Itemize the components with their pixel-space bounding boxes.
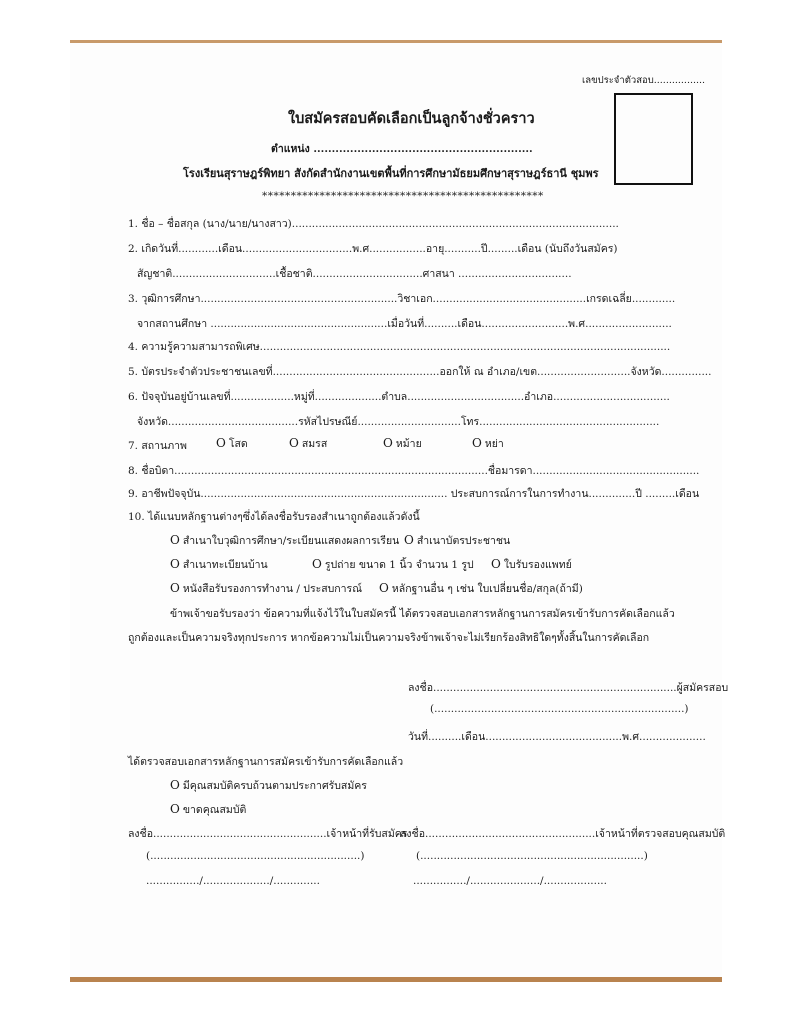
photo-box (614, 93, 693, 185)
verify-qualified[interactable]: O มีคุณสมบัติครบถ้วนตามประกาศรับสมัคร (170, 778, 367, 792)
declaration-line-1: ข้าพเจ้าขอรับรองว่า ข้อความที่แจ้งไว้ในใบสมัครนี้ ได้ตรวจสอบเอกสารหลักฐานการสมัครเข้ารับการคัดเลือกแล้ว (170, 608, 675, 620)
form-title: ใบสมัครสอบคัดเลือกเป็นลูกจ้างชั่วคราว (288, 110, 535, 127)
checkbox-circle-icon: O (404, 533, 414, 547)
exam-number: เลขประจำตัวสอบ................. (582, 75, 706, 86)
checkbox-circle-icon: O (170, 802, 180, 816)
field-skills: 4. ความรู้ความสามารถพิเศษ........................................................................................................................... (128, 341, 671, 353)
field-attachments-heading: 10. ได้แนบหลักฐานต่างๆซึ่งได้ลงชื่อรับรองสำเนาถูกต้องแล้วดังนี้ (128, 511, 420, 523)
checkbox-circle-icon: O (170, 778, 180, 792)
field-institution: จากสถานศึกษา .....................................................เมื่อวันที่..........เดือน..........................พ.ศ.......................... (137, 318, 672, 330)
position-line: ตำแหน่ง ............................................................ (271, 143, 533, 155)
radio-circle-icon: O (383, 436, 393, 450)
checkbox-circle-icon: O (170, 557, 180, 571)
applicant-sign-date: วันที่..........เดือน.........................................พ.ศ.................... (408, 731, 706, 743)
checkbox-circle-icon: O (379, 581, 389, 595)
attach-photo[interactable]: O รูปถ่าย ขนาด 1 นิ้ว จำนวน 1 รูป (312, 557, 474, 571)
checkbox-circle-icon: O (170, 581, 180, 595)
receiving-officer-name: (...............................................................) (146, 850, 365, 862)
attach-house-reg[interactable]: O สำเนาทะเบียนบ้าน (170, 557, 268, 571)
field-birth: 2. เกิดวันที่............เดือน.................................พ.ศ.................อายุ...........ปี.........เดือน (นับถึงวันสมัคร) (128, 243, 618, 255)
field-address: 6. ปัจจุบันอยู่บ้านเลขที่...................หมู่ที่....................ตำบล...................................อำเภอ................................... (128, 391, 670, 403)
status-option-widowed[interactable]: O หม้าย (383, 436, 422, 450)
checkbox-circle-icon: O (170, 533, 180, 547)
school-line: โรงเรียนสุราษฎร์พิทยา สังกัดสำนักงานเขตพื้นที่การศึกษามัธยมศึกษาสุราษฎร์ธานี ชุมพร (183, 167, 599, 180)
receiving-officer-signature: ลงชื่อ....................................................เจ้าหน้าที่รับสมัคร (128, 828, 408, 840)
checkbox-circle-icon: O (312, 557, 322, 571)
attach-other[interactable]: O หลักฐานอื่น ๆ เช่น ใบเปลี่ยนชื่อ/สกุล(ถ้ามี) (379, 581, 583, 595)
attach-id-card[interactable]: O สำเนาบัตรประชาชน (404, 533, 511, 547)
verification-heading: ได้ตรวจสอบเอกสารหลักฐานการสมัครเข้ารับการคัดเลือกแล้ว (128, 756, 404, 768)
field-occupation: 9. อาชีพปัจจุบัน.......................................................................... ประสบการณ์การในการทำงาน..............ปี .........เดือน (128, 488, 700, 500)
receiving-officer-date: ................/..................../.............. (146, 875, 320, 887)
applicant-signature: ลงชื่อ.........................................................................ผู้สมัครสอบ (408, 682, 729, 694)
stars-divider: ************************************************* (262, 190, 544, 202)
verifying-officer-date: ................/...................../................... (413, 875, 607, 887)
verifying-officer-signature: ลงชื่อ...................................................เจ้าหน้าที่ตรวจสอบคุณสมบัติ (400, 828, 726, 840)
radio-circle-icon: O (472, 436, 482, 450)
field-status-label: 7. สถานภาพ (128, 440, 187, 452)
field-name: 1. ชื่อ – ชื่อสกุล (นาง/นาย/นางสาว).................................................................................................. (128, 218, 619, 230)
applicant-printed-name: (...........................................................................) (430, 703, 689, 715)
status-option-divorced[interactable]: O หย่า (472, 436, 504, 450)
radio-circle-icon: O (216, 436, 226, 450)
verifying-officer-name: (...................................................................) (416, 850, 648, 862)
status-option-single[interactable]: O โสด (216, 436, 248, 450)
radio-circle-icon: O (289, 436, 299, 450)
attach-work-cert[interactable]: O หนังสือรับรองการทำงาน / ประสบการณ์ (170, 581, 362, 595)
field-province: จังหวัด.......................................รหัสไปรษณีย์...............................โทร...................................................... (137, 416, 660, 428)
field-nationality: สัญชาติ...............................เชื้อชาติ.................................ศาสนา .................................. (137, 268, 572, 280)
verify-not-qualified[interactable]: O ขาดคุณสมบัติ (170, 802, 247, 816)
checkbox-circle-icon: O (491, 557, 501, 571)
field-education: 3. วุฒิการศึกษา...........................................................วิชาเอก..............................................เกรดเฉลี่ย............. (128, 293, 676, 305)
attach-medical[interactable]: O ใบรับรองแพทย์ (491, 557, 572, 571)
field-parents: 8. ชื่อบิดา..............................................................................................ชื่อมารดา.................................................. (128, 465, 700, 477)
attach-transcript[interactable]: O สำเนาใบวุฒิการศึกษา/ระเบียนแสดงผลการเรียน (170, 533, 400, 547)
declaration-line-2: ถูกต้องและเป็นความจริงทุกประการ หากข้อความไม่เป็นความจริงข้าพเจ้าจะไม่เรียกร้องสิทธิใดๆทั้งสิ้นในการคัดเลือก (128, 632, 650, 644)
status-option-married[interactable]: O สมรส (289, 436, 328, 450)
field-id-card: 5. บัตรประจำตัวประชาชนเลขที่..................................................ออกให้ ณ อำเภอ/เขต............................จังหวัด............... (128, 366, 712, 378)
